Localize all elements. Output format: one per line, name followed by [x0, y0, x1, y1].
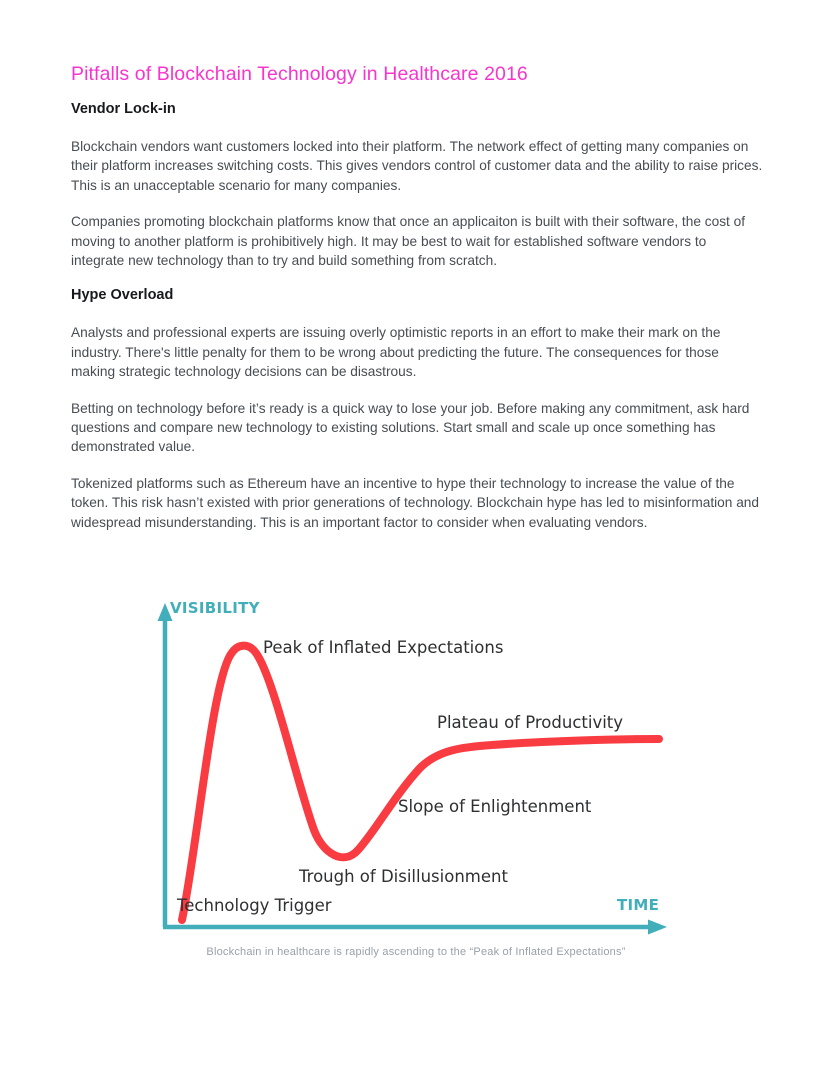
phase-label-peak: Peak of Inflated Expectations — [263, 638, 504, 657]
paragraph-vendor-lockin-1: Blockchain vendors want customers locked into their platform. The network effect of getting many companies on their platform increases switching costs. This gives vendors control of customer data and the ability to raise prices. This is an unacceptable scenario for many companies. — [71, 139, 763, 193]
section-heading-hype-overload: Hype Overload — [71, 287, 174, 304]
paragraph-hype-overload-1: Analysts and professional experts are issuing overly optimistic reports in an effort to make their mark on the industry. There's little penalty for them to be wrong about predicting the future. The consequences for those making strategic technology decisions can be disastrous. — [71, 325, 721, 380]
article-body — [71, 63, 763, 549]
phase-label-plateau: Plateau of Productivity — [437, 713, 624, 732]
phase-label-trigger: Technology Trigger — [177, 896, 332, 915]
x-axis-label: TIME — [617, 896, 660, 914]
section-heading-vendor-lock-in: Vendor Lock-in — [71, 101, 176, 117]
paragraph-hype-overload-2: Betting on technology before it’s ready is a quick way to lose your job. Before making any commitment, ask hard questions and compare new technology to existing solutions. Start small and scale up once something has demonstrated value. — [71, 400, 750, 455]
phase-label-slope: Slope of Enlightenment — [398, 797, 592, 816]
hype-cycle-chart — [0, 590, 832, 940]
page-title: Pitfalls of Blockchain Technology in Healthcare 2016 — [71, 63, 528, 85]
figure-caption: Blockchain in healthcare is rapidly ascending to the “Peak of Inflated Expectations” — [206, 946, 626, 958]
x-axis-arrow-icon — [648, 920, 667, 935]
paragraph-hype-overload-3: Tokenized platforms such as Ethereum have an incentive to hype their technology to increase the value of the token. This risk hasn’t existed with prior generations of technology. Blockchain hype has led to misinformation and widespread misunderstanding. This is an important factor to consider when evaluating vendors. — [71, 475, 760, 530]
y-axis-label: VISIBILITY — [170, 599, 260, 617]
phase-label-trough: Trough of Disillusionment — [299, 867, 508, 886]
paragraph-vendor-lockin-2: Companies promoting blockchain platforms know that once an applicaiton is built with their software, the cost of moving to another platform is prohibitively high. It may be best to wait for established software vendors to integrate new technology than to try and build something from scratch. — [71, 214, 746, 269]
